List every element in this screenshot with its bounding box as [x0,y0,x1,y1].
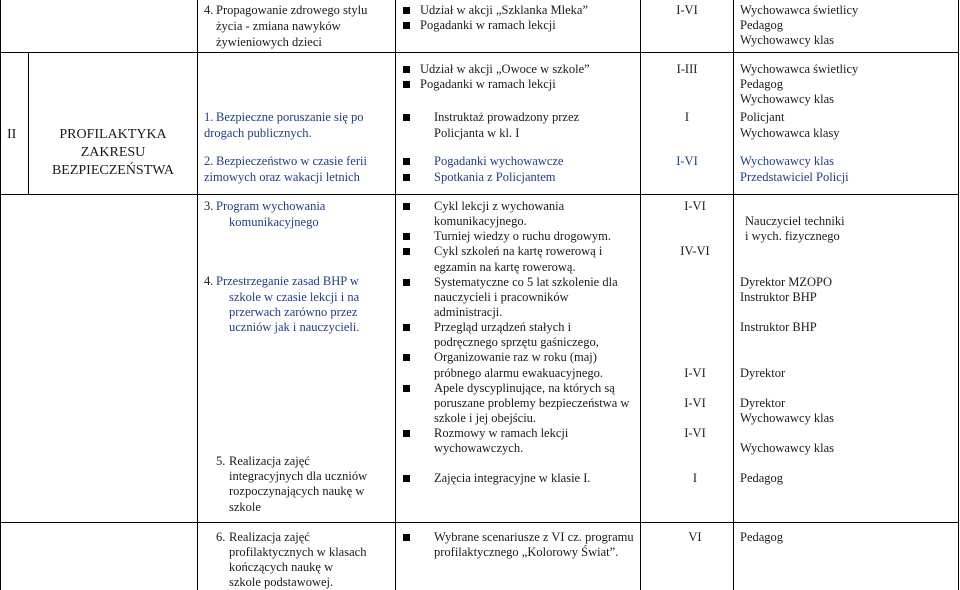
responsible-person: Wychowawcy klas [740,92,835,106]
responsible-person: Pedagog [740,18,784,32]
table-border-right [958,0,959,590]
responsible-person: Policjant [740,110,785,124]
classes-value: I [692,471,698,485]
topic-line: Realizacja zajęć [229,454,310,468]
activity-line: administracji. [434,305,503,319]
responsible-person: Pedagog [740,77,784,91]
topic-number: 1. [204,110,214,124]
activity-line: Systematyczne co 5 lat szkolenie dla [434,275,618,289]
classes-value: I-III [676,62,698,76]
topic-line: drogach publicznych. [204,126,312,140]
activity-item: Udział w akcji „Owoce w szkole” [420,62,590,76]
topic-number: 2. [204,154,214,168]
topic-line: szkole podstawowej. [229,575,334,589]
bullet-icon [403,22,410,29]
bullet-icon [403,7,410,14]
bullet-icon [403,385,410,392]
responsible-person: i wych. fizycznego [745,229,840,243]
topic-line: komunikacyjnego [229,215,319,229]
bullet-icon [403,203,410,210]
responsible-person: Pedagog [740,530,784,544]
activity-item: Spotkania z Policjantem [434,170,556,184]
responsible-person: Wychowawcy klas [740,154,835,168]
classes-value: IV-VI [680,244,710,258]
activity-line: Cykl lekcji z wychowania [434,199,565,213]
activity-item: Instruktaż prowadzony przez [434,110,580,124]
responsible-person: Instruktor BHP [740,320,817,334]
activity-item: Pogadanki w ramach lekcji [420,77,556,91]
activity-line: wychowawczych. [434,441,524,455]
activity-item: Pogadanki wychowawcze [434,154,564,168]
table-border-left [0,0,1,590]
topic-line: integracyjnych dla uczniów [229,469,368,483]
classes-value: VI [688,530,702,544]
bullet-icon [403,233,410,240]
topic-line: Program wychowania [216,199,326,213]
bullet-icon [403,324,410,331]
topic-line: profilaktycznych w klasach [229,545,367,559]
activity-line: Przegląd urządzeń stałych i [434,320,572,334]
bullet-icon [403,174,410,181]
responsible-person: Instruktor BHP [740,290,817,304]
activity-line: Apele dyscyplinujące, na których są [434,381,615,395]
classes-value: I-VI [676,154,698,168]
topic-number: 6. [216,530,226,544]
topic-line: Realizacja zajęć [229,530,310,544]
activity-item: Udział w akcji „Szklanka Mleka” [420,3,588,17]
bullet-icon [403,279,410,286]
activity-item: Pogadanki w ramach lekcji [420,18,556,32]
topic-line: zimowych oraz wakacji letnich [204,170,360,184]
row-divider [0,194,959,195]
topic-number: 4. [204,274,214,288]
activity-line: egzamin na kartę rowerową. [434,260,576,274]
column-divider [640,0,641,590]
classes-value: I-VI [684,426,706,440]
classes-value: I-VI [684,366,706,380]
activity-line: poruszane problemy bezpieczeństwa w [434,396,630,410]
classes-value: I-VI [684,396,706,410]
bullet-icon [403,66,410,73]
activity-line: Organizowanie raz w roku (maj) [434,350,597,364]
topic-line: życia - zmiana nawyków [216,19,341,33]
topic-line: Bezpieczne poruszanie się po [216,110,364,124]
topic-line: Propagowanie zdrowego stylu [216,3,368,17]
topic-line: szkole w czasie lekcji i na [229,290,360,304]
bullet-icon [403,114,410,121]
responsible-person: Przedstawiciel Policji [740,170,849,184]
activity-line: próbnego alarmu ewakuacyjnego. [434,366,604,380]
bullet-icon [403,248,410,255]
activity-line: szkole i jej obejściu. [434,411,537,425]
row-divider [0,52,959,53]
activity-line: nauczycieli i pracowników [434,290,569,304]
responsible-person: Wychowawca klasy [740,126,840,140]
bullet-icon [403,475,410,482]
activity-item: profilaktycznego „Kolorowy Świat”. [434,545,619,559]
activity-item: Policjanta w kl. I [434,126,520,140]
activity-line: podręcznego sprzętu gaśniczego, [434,335,599,349]
topic-line: żywieniowych dzieci [216,35,322,49]
topic-number: 5. [216,454,226,468]
bullet-icon [403,430,410,437]
activity-line: Turniej wiedzy o ruchu drogowym. [434,229,611,243]
responsible-person: Wychowawcy klas [740,33,835,47]
section-title: PROFILAKTYKA ZAKRESU BEZPIECZEŃSTWA [51,127,175,178]
column-divider [28,52,29,194]
section-number: II [7,127,17,142]
responsible-person: Nauczyciel techniki [745,214,845,228]
responsible-person: Wychowawca świetlicy [740,3,859,17]
topic-line: uczniów jak i nauczycieli. [229,320,360,334]
responsible-person: Wychowawcy klas [740,441,835,455]
classes-value: I [684,110,690,124]
topic-line: kończących naukę w [229,560,334,574]
topic-line: przerwach zarówno przez [229,305,358,319]
row-divider [0,522,959,523]
topic-number: 4. [204,3,214,17]
bullet-icon [403,158,410,165]
bullet-icon [403,354,410,361]
responsible-person: Dyrektor [740,366,786,380]
responsible-person: Wychowawcy klas [740,411,835,425]
activity-item: Wybrane scenariusze z VI cz. programu [434,530,634,544]
activity-line: Zajęcia integracyjne w klasie I. [434,471,591,485]
topic-line: Bezpieczeństwo w czasie ferii [216,154,367,168]
activity-line: Cykl szkoleń na kartę rowerową i [434,244,603,258]
column-divider [197,0,198,590]
classes-value: I-VI [676,3,698,17]
responsible-person: Wychowawca świetlicy [740,62,859,76]
classes-value: I-VI [684,199,706,213]
responsible-person: Pedagog [740,471,784,485]
topic-line: szkole [229,500,261,514]
responsible-person: Dyrektor [740,396,786,410]
activity-line: komunikacyjnego. [434,214,527,228]
bullet-icon [403,534,410,541]
topic-line: rozpoczynających naukę w [229,484,365,498]
topic-line: Przestrzeganie zasad BHP w [216,274,359,288]
column-divider [733,0,734,590]
topic-number: 3. [204,199,214,213]
activity-line: Rozmowy w ramach lekcji [434,426,569,440]
responsible-person: Dyrektor MZOPO [740,275,833,289]
column-divider [395,0,396,590]
bullet-icon [403,81,410,88]
